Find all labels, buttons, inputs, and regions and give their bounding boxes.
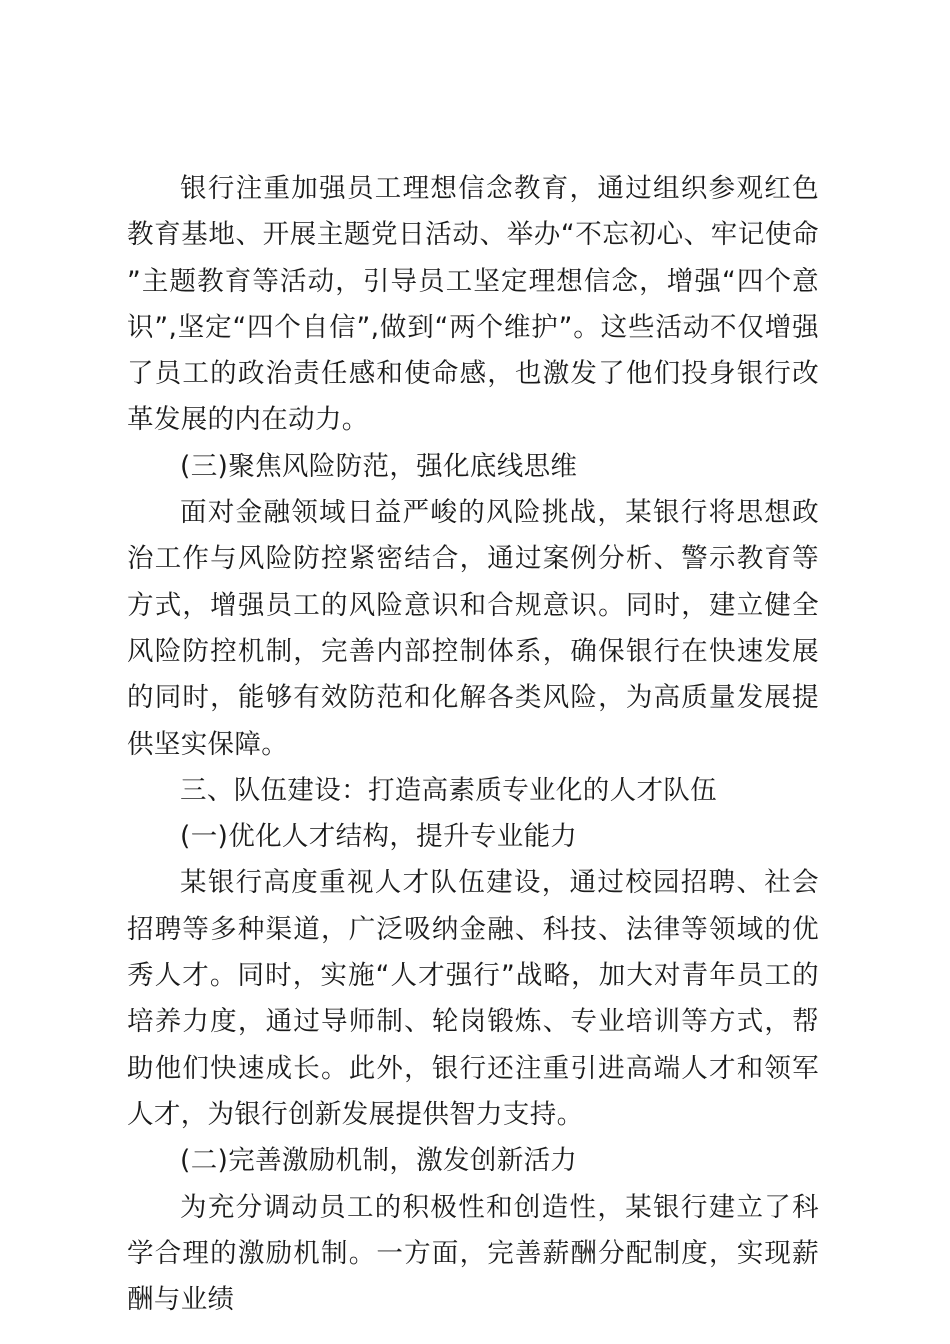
paragraph-risk-control: 面对金融领域日益严峻的风险挑战，某银行将思想政治工作与风险防控紧密结合，通过案例分析、警示教育等方式，增强员工的风险意识和合规意识。同时，建立健全风险防控机制，完善内部控制体系，确保银行在快速发展的同时，能够有效防范和化解各类风险，为高质量发展提供坚实保障。: [127, 497, 819, 760]
chapter-heading-team-building: 三、队伍建设：打造高素质专业化的人才队伍: [180, 774, 717, 806]
document-page: [127, 166, 819, 1323]
paragraph-ideal-belief-education: 银行注重加强员工理想信念教育，通过组织参观红色教育基地、开展主题党日活动、举办“不忘初心、牢记使命”主题教育等活动，引导员工坚定理想信念，增强“四个意识”,坚定“四个自信”,做到“两个维护”。这些活动不仅增强了员工的政治责任感和使命感，也激发了他们投身银行改革发展的内在动力。: [127, 173, 819, 436]
paragraph-talent-recruitment: 某银行高度重视人才队伍建设，通过校园招聘、社会招聘等多种渠道，广泛吸纳金融、科技、法律等领域的优秀人才。同时，实施“人才强行”战略，加大对青年员工的培养力度，通过导师制、轮岗锻炼、专业培训等方式，帮助他们快速成长。此外，银行还注重引进高端人才和领军人才，为银行创新发展提供智力支持。: [127, 867, 819, 1130]
section-heading-incentive-mechanism: (二)完善激励机制，激发创新活力: [180, 1145, 578, 1177]
paragraph-incentive-mechanism: 为充分调动员工的积极性和创造性，某银行建立了科学合理的激励机制。一方面，完善薪酬分配制度，实现薪酬与业绩: [127, 1191, 819, 1316]
section-heading-risk-prevention: (三)聚焦风险防范，强化底线思维: [180, 450, 578, 482]
section-heading-talent-structure: (一)优化人才结构，提升专业能力: [180, 821, 578, 853]
